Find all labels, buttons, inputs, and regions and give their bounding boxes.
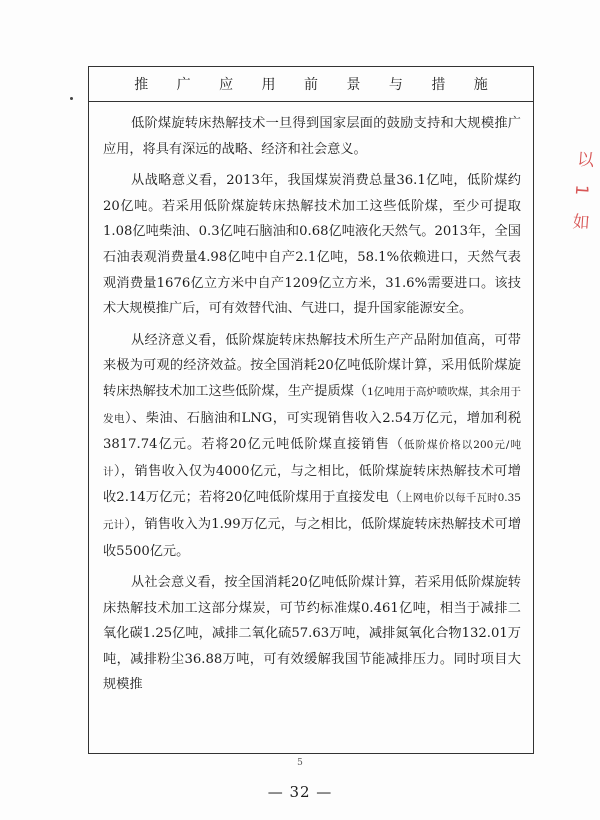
paragraph-text: ）、柴油、石脑油和LNG，可实现销售收入2.54万亿元，增加利税3817.74亿元。若将20亿元吨低阶煤直接销售（ bbox=[103, 410, 522, 453]
paragraph-text: ），销售收入为1.99万亿元，与之相比，低阶煤旋转床热解技术可增收5500亿元。 bbox=[103, 516, 522, 559]
handwritten-annotation: 以 1 如 bbox=[567, 149, 594, 237]
page-number: — 32 — bbox=[267, 783, 333, 801]
paragraph bbox=[103, 328, 521, 564]
paragraph-text: ），销售收入仅为4000亿元，与之相比，低阶煤旋转床热解技术可增收2.14万亿元；若将20亿吨低阶煤用于直接发电（ bbox=[103, 463, 521, 506]
document-frame bbox=[88, 66, 534, 754]
paragraph-text: 低阶煤旋转床热解技术一旦得到国家层面的鼓励支持和大规模推广应用，将具有深远的战略、经济和社会意义。 bbox=[103, 116, 521, 157]
body-text bbox=[103, 111, 521, 704]
paragraph-text: 从战略意义看，2013年，我国煤炭消费总量36.1亿吨，低阶煤约20亿吨。若采用低阶煤旋转床热解技术加工这些低阶煤，至少可提取1.08亿吨柴油、0.3亿吨石脑油和0.68亿吨液化天然气。2013年，全国石油表观消费量4.98亿吨中自产2.1亿吨，58.1%依赖进口，天然气表观消费量1676亿立方米中自产1209亿立方米，31.6%需要进口。该技术大规模推广后，可有效替代油、气进口，提升国家能源安全。 bbox=[103, 173, 521, 317]
paragraph-note: 1亿吨用于高炉喷吹煤，其余用于发电 bbox=[103, 385, 522, 425]
inner-page-number: 5 bbox=[297, 758, 303, 768]
paragraph-text: 从社会意义看，按全国消耗20亿吨低阶煤计算，若采用低阶煤旋转床热解技术加工这部分煤炭，可节约标准煤0.461亿吨，相当于减排二氧化碳1.25亿吨，减排二氧化硫57.63万吨，减排氮氧化合物132.01万吨，减排粉尘36.88万吨，可有效缓解我国节能减排压力。同时项目大规模推 bbox=[103, 575, 521, 693]
paragraph-text: 从经济意义看，低阶煤旋转床热解技术所生产产品附加值高，可带来极为可观的经济效益。按全国消耗20亿吨低阶煤计算，采用低阶煤旋转床热解技术加工这些低阶煤，生产提质煤（ bbox=[103, 332, 521, 399]
section-header: 推 广 应 用 前 景 与 措 施 bbox=[89, 67, 533, 102]
paragraph-note: 低阶煤价格以200元/吨计 bbox=[103, 439, 521, 478]
paragraph-note: 上网电价以每千瓦时0.35元计 bbox=[103, 492, 521, 531]
paragraph bbox=[103, 168, 521, 322]
scan-speck bbox=[70, 97, 73, 100]
paragraph bbox=[103, 111, 521, 162]
paragraph bbox=[103, 570, 521, 698]
